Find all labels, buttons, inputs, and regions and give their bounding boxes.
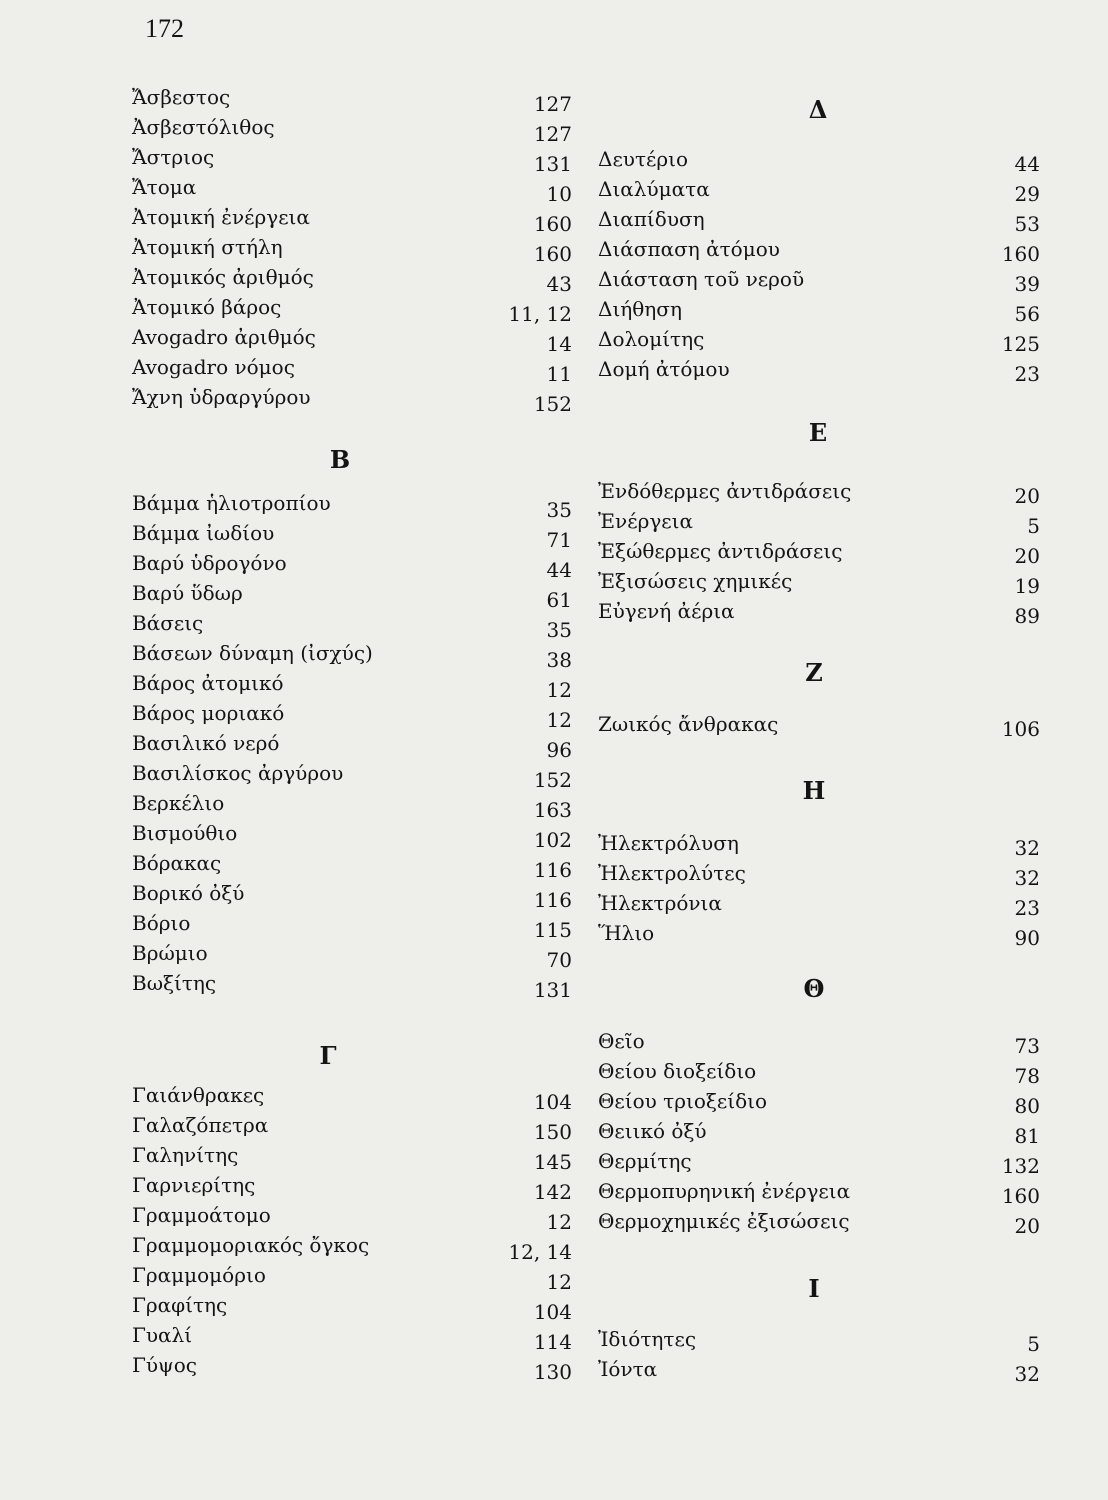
section-heading-eta: Η xyxy=(802,776,826,805)
index-entry xyxy=(598,860,1040,890)
index-page-ref: 81 xyxy=(1014,1124,1040,1148)
index-term: Ἀτομικό βάρος xyxy=(132,295,282,319)
section-heading-gamma: Γ xyxy=(319,1041,337,1070)
index-term: Ἠλεκτρόλυση xyxy=(598,831,739,855)
index-page-ref: 127 xyxy=(533,92,572,116)
index-page-ref: 163 xyxy=(533,798,572,822)
index-entry xyxy=(132,760,572,790)
index-entry xyxy=(598,890,1040,920)
index-page-ref: 131 xyxy=(533,152,572,176)
index-term: Βωξίτης xyxy=(132,971,217,995)
index-page-ref: 160 xyxy=(1001,242,1040,266)
index-page-ref: 20 xyxy=(1014,544,1040,568)
index-page-ref: 78 xyxy=(1014,1064,1040,1088)
index-term: Γαιάνθρακες xyxy=(132,1083,265,1107)
index-page-ref: 12, 14 xyxy=(508,1240,572,1264)
index-term: Ἠλεκτρόνια xyxy=(598,891,722,915)
index-entry xyxy=(598,1118,1040,1148)
section-heading-delta: Δ xyxy=(808,95,828,124)
index-entry xyxy=(598,478,1040,508)
index-entry xyxy=(132,1232,572,1262)
index-term: Ἰόντα xyxy=(598,1357,658,1381)
index-page-ref: 53 xyxy=(1014,212,1040,236)
index-term: Διαλύματα xyxy=(598,177,710,201)
index-term: Διάσταση τοῦ νεροῦ xyxy=(598,267,805,291)
index-entry xyxy=(132,294,572,324)
index-page-ref: 142 xyxy=(533,1180,572,1204)
index-page-ref: 11 xyxy=(546,362,572,386)
index-term: Γαρνιερίτης xyxy=(132,1173,256,1197)
index-term: Βισμούθιο xyxy=(132,821,238,845)
index-term: Γύψος xyxy=(132,1353,197,1377)
index-entry xyxy=(598,266,1040,296)
index-entry xyxy=(132,730,572,760)
section-heading-epsilon: Ε xyxy=(808,418,828,447)
index-entry xyxy=(132,610,572,640)
index-entry xyxy=(132,670,572,700)
index-term: Βόριο xyxy=(132,911,191,935)
index-term: Διάσπαση ἀτόμου xyxy=(598,237,780,261)
index-term: Θερμοχημικές ἐξισώσεις xyxy=(598,1209,850,1233)
index-entry xyxy=(598,538,1040,568)
index-term: Ἥλιο xyxy=(598,921,655,945)
index-entry xyxy=(132,910,572,940)
index-entry xyxy=(598,568,1040,598)
index-page-ref: 152 xyxy=(533,392,572,416)
index-term: Βάμμα ἰωδίου xyxy=(132,521,275,545)
index-page-ref: 5 xyxy=(1027,514,1040,538)
index-entry xyxy=(132,850,572,880)
index-page-ref: 38 xyxy=(546,648,572,672)
index-term: Εὐγενή ἀέρια xyxy=(598,599,735,623)
index-term: Γραμμοάτομο xyxy=(132,1203,271,1227)
index-page-ref: 116 xyxy=(533,858,572,882)
index-page-ref: 131 xyxy=(533,978,572,1002)
index-entry xyxy=(132,384,572,414)
index-entry xyxy=(132,1292,572,1322)
index-term: Ἀσβεστόλιθος xyxy=(132,115,275,139)
index-entry xyxy=(598,1148,1040,1178)
index-page-ref: 160 xyxy=(1001,1184,1040,1208)
index-term: Ἄχνη ὑδραργύρου xyxy=(132,385,311,409)
index-term: Ἄσβεστος xyxy=(132,85,231,109)
index-page-ref: 14 xyxy=(546,332,572,356)
index-term: Ἀτομικός ἀριθμός xyxy=(132,265,314,289)
index-term: Δολομίτης xyxy=(598,327,705,351)
index-entry xyxy=(132,204,572,234)
index-page-ref: 127 xyxy=(533,122,572,146)
index-entry xyxy=(132,1202,572,1232)
index-entry xyxy=(132,880,572,910)
index-page-ref: 35 xyxy=(546,618,572,642)
index-entry xyxy=(132,1082,572,1112)
index-term: Γαληνίτης xyxy=(132,1143,239,1167)
index-page-ref: 115 xyxy=(533,918,572,942)
index-entry xyxy=(132,144,572,174)
index-page-ref: 35 xyxy=(546,498,572,522)
index-page-ref: 29 xyxy=(1014,182,1040,206)
index-entry xyxy=(598,830,1040,860)
index-term: Βόρακας xyxy=(132,851,222,875)
index-page-ref: 12 xyxy=(546,1210,572,1234)
index-page-ref: 56 xyxy=(1014,302,1040,326)
index-entry xyxy=(598,1178,1040,1208)
index-term: Ἀτομική ἐνέργεια xyxy=(132,205,310,229)
index-page-ref: 160 xyxy=(533,212,572,236)
index-page-ref: 23 xyxy=(1014,896,1040,920)
index-entry xyxy=(132,324,572,354)
index-term: Γραφίτης xyxy=(132,1293,228,1317)
index-entry xyxy=(132,174,572,204)
index-term: Θείου τριοξείδιο xyxy=(598,1089,768,1113)
page-number: 172 xyxy=(145,14,184,43)
index-page-ref: 19 xyxy=(1014,574,1040,598)
index-term: Βασιλίσκος ἀργύρου xyxy=(132,761,344,785)
section-heading-zeta: Ζ xyxy=(805,658,823,687)
index-term: Avogadro νόμος xyxy=(132,355,295,379)
index-entry xyxy=(598,508,1040,538)
index-term: Βαρύ ὑδρογόνο xyxy=(132,551,287,575)
index-page-ref: 73 xyxy=(1014,1034,1040,1058)
section-heading-iota: Ι xyxy=(808,1274,820,1303)
index-page-ref: 104 xyxy=(533,1090,572,1114)
index-page-ref: 32 xyxy=(1014,866,1040,890)
index-term: Βορικό ὀξύ xyxy=(132,881,245,905)
index-entry xyxy=(598,236,1040,266)
index-entry xyxy=(132,114,572,144)
index-term: Θείου διοξείδιο xyxy=(598,1059,757,1083)
index-page-ref: 106 xyxy=(1001,717,1040,741)
index-page-ref: 71 xyxy=(546,528,572,552)
index-entry xyxy=(598,296,1040,326)
index-term: Βαρύ ὕδωρ xyxy=(132,581,243,605)
index-entry xyxy=(598,1208,1040,1238)
index-page-ref: 44 xyxy=(546,558,572,582)
index-page-ref: 90 xyxy=(1014,926,1040,950)
index-page-ref: 5 xyxy=(1027,1332,1040,1356)
index-entry xyxy=(598,920,1040,950)
index-entry xyxy=(598,1326,1040,1356)
index-page-ref: 145 xyxy=(533,1150,572,1174)
index-term: Βάσεων δύναμη (ἰσχύς) xyxy=(132,641,373,665)
index-term: Ἄστριος xyxy=(132,145,215,169)
index-term: Βάρος μοριακό xyxy=(132,701,285,725)
index-term: Θεῖο xyxy=(598,1029,645,1053)
index-page-ref: 10 xyxy=(546,182,572,206)
section-heading-beta: Β xyxy=(329,445,351,474)
index-entry xyxy=(132,550,572,580)
index-entry xyxy=(598,711,1040,741)
index-entry xyxy=(598,356,1040,386)
index-entry xyxy=(598,146,1040,176)
index-page-ref: 102 xyxy=(533,828,572,852)
index-term: Βασιλικό νερό xyxy=(132,731,280,755)
index-page-ref: 12 xyxy=(546,1270,572,1294)
index-page-ref: 20 xyxy=(1014,1214,1040,1238)
index-entry xyxy=(132,234,572,264)
index-term: Γραμμομοριακός ὄγκος xyxy=(132,1233,370,1257)
index-entry xyxy=(598,176,1040,206)
index-entry xyxy=(132,790,572,820)
index-term: Διήθηση xyxy=(598,297,682,321)
index-entry xyxy=(132,700,572,730)
index-term: Ἐνέργεια xyxy=(598,509,693,533)
index-page-ref: 125 xyxy=(1001,332,1040,356)
index-term: Βερκέλιο xyxy=(132,791,225,815)
index-page-ref: 70 xyxy=(546,948,572,972)
index-term: Βάμμα ἡλιοτροπίου xyxy=(132,491,331,515)
index-entry xyxy=(598,326,1040,356)
index-entry xyxy=(598,1088,1040,1118)
index-page-ref: 132 xyxy=(1001,1154,1040,1178)
index-page-ref: 32 xyxy=(1014,1362,1040,1386)
index-page-ref: 80 xyxy=(1014,1094,1040,1118)
index-term: Βάσεις xyxy=(132,611,204,635)
index-entry xyxy=(132,580,572,610)
index-term: Δευτέριο xyxy=(598,147,689,171)
index-page-ref: 160 xyxy=(533,242,572,266)
index-page-ref: 12 xyxy=(546,708,572,732)
index-term: Βρώμιο xyxy=(132,941,208,965)
index-entry xyxy=(132,1322,572,1352)
index-entry xyxy=(132,970,572,1000)
index-entry xyxy=(598,1028,1040,1058)
index-page-ref: 23 xyxy=(1014,362,1040,386)
index-page-ref: 104 xyxy=(533,1300,572,1324)
index-page-ref: 152 xyxy=(533,768,572,792)
index-entry xyxy=(132,1112,572,1142)
index-entry xyxy=(132,940,572,970)
index-term: Ζωικός ἄνθρακας xyxy=(598,712,779,736)
index-term: Θερμοπυρηνική ἐνέργεια xyxy=(598,1179,851,1203)
section-heading-theta: Θ xyxy=(803,974,825,1003)
index-entry xyxy=(132,84,572,114)
index-term: Ἄτομα xyxy=(132,175,197,199)
index-page-ref: 43 xyxy=(546,272,572,296)
index-entry xyxy=(132,354,572,384)
index-page-ref: 20 xyxy=(1014,484,1040,508)
index-term: Ἀτομική στήλη xyxy=(132,235,283,259)
index-term: Δομή ἀτόμου xyxy=(598,357,730,381)
index-entry xyxy=(132,490,572,520)
index-term: Γαλαζόπετρα xyxy=(132,1113,269,1137)
index-page-ref: 32 xyxy=(1014,836,1040,860)
index-entry xyxy=(132,520,572,550)
index-entry xyxy=(598,1058,1040,1088)
index-term: Θερμίτης xyxy=(598,1149,692,1173)
index-term: Γυαλί xyxy=(132,1323,193,1347)
index-page-ref: 114 xyxy=(533,1330,572,1354)
index-entry xyxy=(132,1142,572,1172)
index-entry xyxy=(132,820,572,850)
index-term: Διαπίδυση xyxy=(598,207,705,231)
index-page-ref: 12 xyxy=(546,678,572,702)
index-entry xyxy=(598,598,1040,628)
index-page-ref: 44 xyxy=(1014,152,1040,176)
index-term: Avogadro ἀριθμός xyxy=(132,325,316,349)
index-term: Ἐνδόθερμες ἀντιδράσεις xyxy=(598,479,852,503)
index-page-ref: 116 xyxy=(533,888,572,912)
index-term: Ἐξισώσεις χημικές xyxy=(598,569,793,593)
index-entry xyxy=(132,640,572,670)
index-entry xyxy=(598,1356,1040,1386)
index-term: Ἐξώθερμες ἀντιδράσεις xyxy=(598,539,843,563)
index-page-ref: 96 xyxy=(546,738,572,762)
index-page-ref: 39 xyxy=(1014,272,1040,296)
index-page-ref: 150 xyxy=(533,1120,572,1144)
index-page-ref: 11, 12 xyxy=(508,302,572,326)
index-page-ref: 89 xyxy=(1014,604,1040,628)
index-entry xyxy=(598,206,1040,236)
index-term: Βάρος ἀτομικό xyxy=(132,671,284,695)
index-entry xyxy=(132,264,572,294)
index-term: Γραμμομόριο xyxy=(132,1263,266,1287)
index-term: Ἠλεκτρολύτες xyxy=(598,861,746,885)
index-page-ref: 130 xyxy=(533,1360,572,1384)
index-entry xyxy=(132,1172,572,1202)
index-term: Θειικό ὀξύ xyxy=(598,1119,707,1143)
index-page-ref: 61 xyxy=(546,588,572,612)
index-entry xyxy=(132,1352,572,1382)
index-term: Ἰδιότητες xyxy=(598,1327,697,1351)
index-entry xyxy=(132,1262,572,1292)
